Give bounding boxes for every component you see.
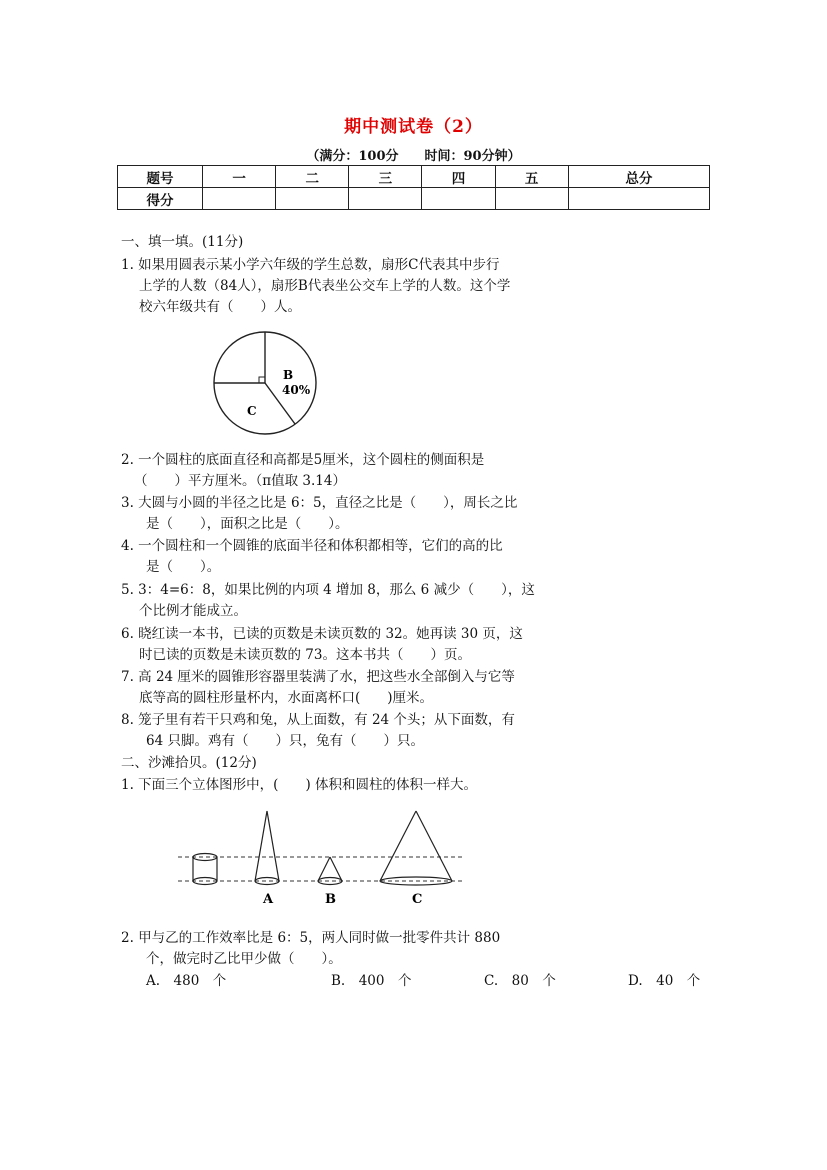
score-cell[interactable] xyxy=(495,188,568,210)
question-text: （ ）平方厘米。（π值取 3.14） xyxy=(134,473,346,489)
question-text: 是（ ），面积之比是（ ）。 xyxy=(146,516,349,532)
shape-label-c: C xyxy=(412,892,423,907)
question-text: 7. 高 24 厘米的圆锥形容器里装满了水，把这些水全部倒入与它等 xyxy=(121,669,515,685)
question-text: 5. 3：4=6：8，如果比例的内项 4 增加 8，那么 6 减少（ ），这 xyxy=(121,582,535,598)
exam-info: （满分：100分 时间：90分钟） xyxy=(306,149,521,164)
question-text: 6. 晓红读一本书，已读的页数是未读页数的 32。她再读 30 页，这 xyxy=(121,626,523,642)
option-a[interactable]: A. 480 个 xyxy=(146,973,227,989)
question-text: 1. 下面三个立体图形中，( ) 体积和圆柱的体积一样大。 xyxy=(121,777,477,793)
question-text: 1. 如果用圆表示某小学六年级的学生总数，扇形C代表其中步行 xyxy=(121,257,500,273)
header-cell: 四 xyxy=(422,166,495,188)
cylinder xyxy=(193,854,217,885)
score-table xyxy=(117,165,710,210)
header-cell: 三 xyxy=(349,166,422,188)
option-b[interactable]: B. 400 个 xyxy=(331,973,412,989)
right-angle-mark xyxy=(259,377,265,383)
question-text: 2. 一个圆柱的底面直径和高都是5厘米，这个圆柱的侧面积是 xyxy=(121,452,485,468)
question-text: 个，做完时乙比甲少做（ ）。 xyxy=(146,951,342,967)
score-cell[interactable] xyxy=(568,188,709,210)
pie-figure xyxy=(207,325,327,445)
question-text: 是（ ）。 xyxy=(146,559,221,575)
question-text: 8. 笼子里有若干只鸡和兔，从上面数，有 24 个头；从下面数，有 xyxy=(121,712,515,728)
page-title: 期中测试卷（2） xyxy=(344,117,483,137)
score-cell[interactable] xyxy=(349,188,422,210)
option-d[interactable]: D. 40 个 xyxy=(628,973,701,989)
cone-a xyxy=(255,811,279,885)
question-text: 4. 一个圆柱和一个圆锥的底面半径和体积都相等，它们的高的比 xyxy=(121,538,503,554)
header-cell: 一 xyxy=(203,166,276,188)
score-table-header-row xyxy=(118,166,710,188)
row-label: 得分 xyxy=(118,188,203,210)
header-cell: 五 xyxy=(495,166,568,188)
score-cell[interactable] xyxy=(276,188,349,210)
section-heading: 二、沙滩拾贝。(12分) xyxy=(121,755,257,771)
shape-label-a: A xyxy=(263,892,274,907)
pie-label-b: B xyxy=(283,368,294,382)
question-text: 64 只脚。鸡有（ ）只，兔有（ ）只。 xyxy=(146,733,424,749)
score-table-score-row xyxy=(118,188,710,210)
header-cell: 题号 xyxy=(118,166,203,188)
question-text: 底等高的圆柱形量杯内，水面离杯口( )厘米。 xyxy=(139,690,434,706)
question-text: 校六年级共有（ ）人。 xyxy=(139,299,301,315)
question-text: 上学的人数（84人），扇形B代表坐公交车上学的人数。这个学 xyxy=(139,278,511,294)
question-text: 3. 大圆与小圆的半径之比是 6：5，直径之比是（ ），周长之比 xyxy=(121,495,518,511)
solids-figure xyxy=(170,805,470,910)
header-cell: 总分 xyxy=(568,166,709,188)
score-cell[interactable] xyxy=(422,188,495,210)
cone-c xyxy=(380,811,452,885)
pie-label-b-percent: 40% xyxy=(282,383,311,397)
pie-label-c: C xyxy=(247,404,257,418)
header-cell: 二 xyxy=(276,166,349,188)
score-cell[interactable] xyxy=(203,188,276,210)
shape-label-b: B xyxy=(325,892,336,907)
question-text: 时已读的页数是未读页数的 73。这本书共（ ）页。 xyxy=(139,647,471,663)
question-text: 2. 甲与乙的工作效率比是 6：5，两人同时做一批零件共计 880 xyxy=(121,930,501,946)
section-heading: 一、填一填。(11分) xyxy=(121,234,244,250)
option-c[interactable]: C. 80 个 xyxy=(484,973,556,989)
cone-b xyxy=(318,857,342,885)
question-text: 个比例才能成立。 xyxy=(139,603,247,619)
